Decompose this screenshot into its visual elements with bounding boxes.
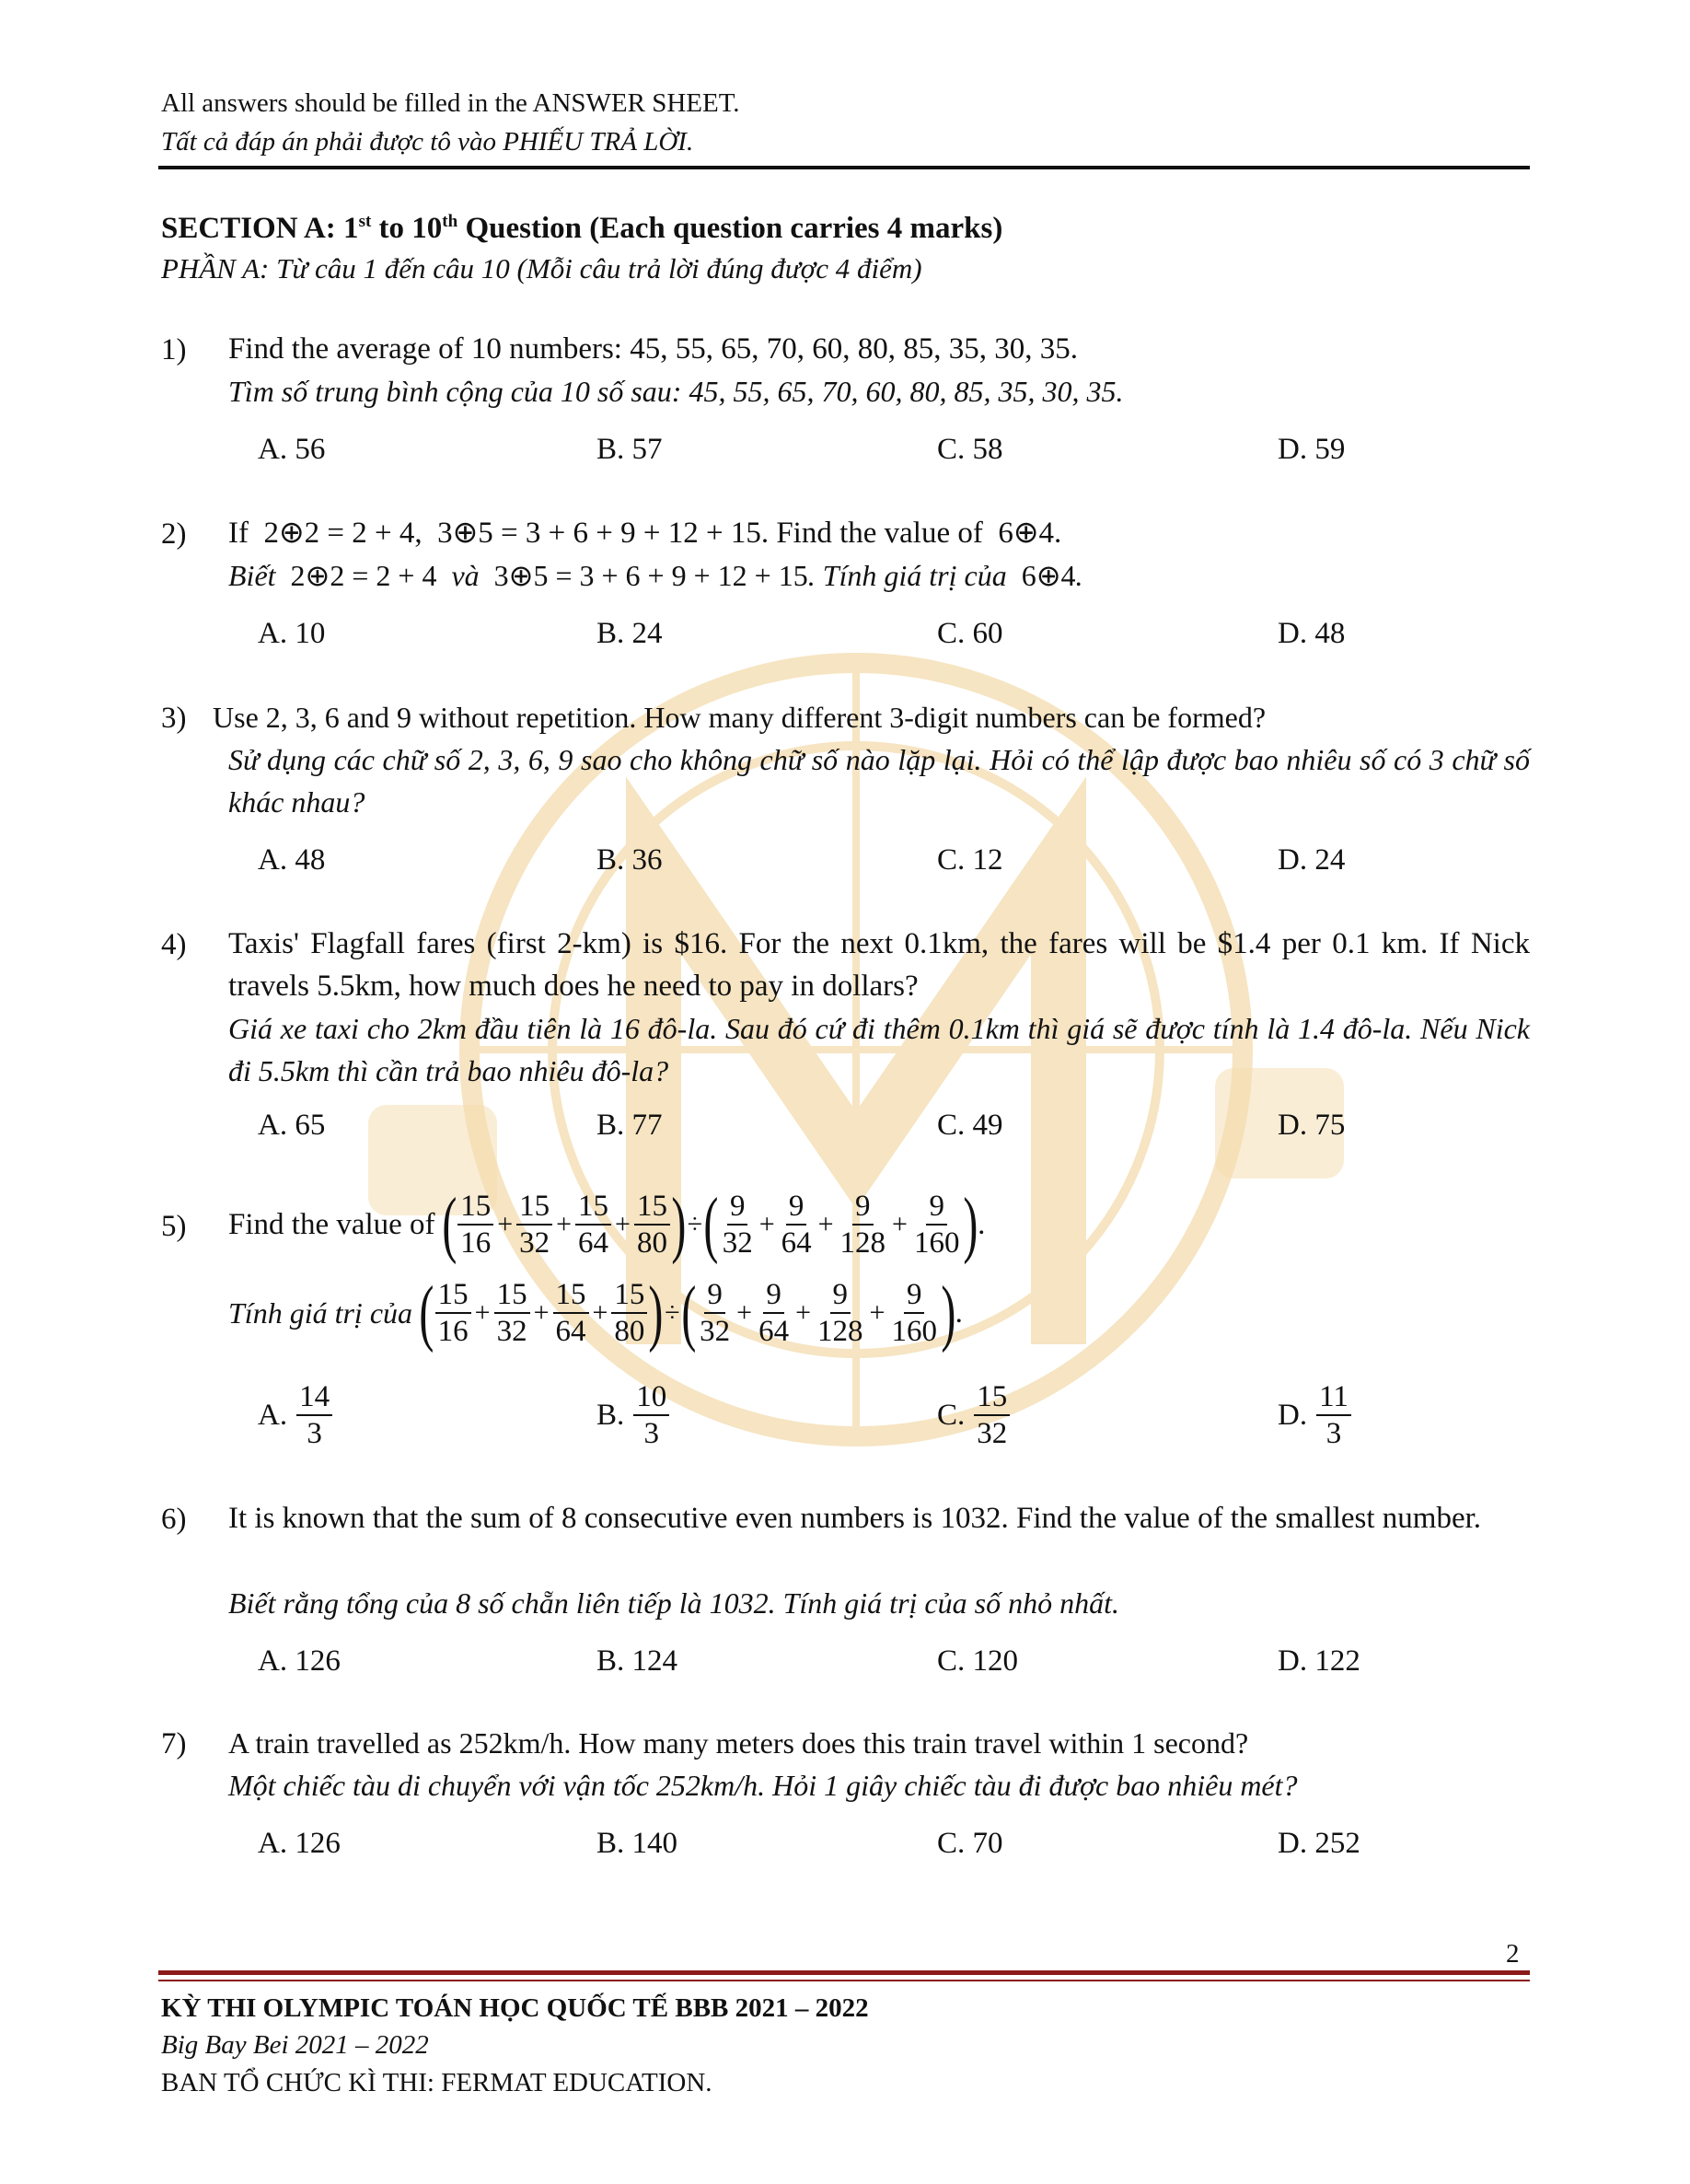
question-number: 4) <box>161 928 187 961</box>
option-c[interactable]: C. 120 <box>937 1644 1019 1678</box>
options-row <box>0 433 1690 479</box>
footer-subtitle: Big Bay Bei 2021 – 2022 <box>161 2030 429 2060</box>
option-a[interactable]: A. 65 <box>258 1109 326 1142</box>
option-a[interactable]: A. 126 <box>258 1644 341 1678</box>
option-d[interactable]: D. 59 <box>1278 433 1346 466</box>
option-b[interactable]: B. 124 <box>596 1644 678 1678</box>
question-text-vi: Biết rằng tổng của 8 số chẵn liên tiếp là 1032. Tính giá trị của số nhỏ nhất. <box>228 1586 1119 1620</box>
options-row <box>0 1379 1690 1453</box>
page-number: 2 <box>1506 1939 1520 1969</box>
option-a[interactable]: A. 10 <box>258 617 326 650</box>
option-d[interactable]: D. 24 <box>1278 843 1346 877</box>
question-number: 7) <box>161 1727 187 1760</box>
header-instruction-vi: Tất cả đáp án phải được tô vào PHIẾU TRẢ LỜI. <box>161 127 694 157</box>
option-b[interactable]: B. $\frac{10}{3}$ <box>596 1379 671 1451</box>
footer-organizer: BAN TỔ CHỨC KÌ THI: FERMAT EDUCATION. <box>161 2068 712 2097</box>
options-row <box>0 1109 1690 1155</box>
section-subtitle: PHẦN A: Từ câu 1 đến câu 10 (Mỗi câu trả lời đúng được 4 điểm) <box>161 252 922 285</box>
option-c[interactable]: C. 12 <box>937 843 1003 877</box>
option-c[interactable]: C. 60 <box>937 617 1003 650</box>
question-number: 2) <box>161 517 187 551</box>
options-row <box>0 843 1690 889</box>
option-a[interactable]: A. 48 <box>258 843 326 877</box>
footer-divider <box>158 1970 1530 1975</box>
option-b[interactable]: B. 36 <box>596 843 663 877</box>
option-c[interactable]: C. 58 <box>937 433 1003 466</box>
option-c[interactable]: C. $\frac{15}{32}$ <box>937 1379 1012 1451</box>
option-c[interactable]: C. 49 <box>937 1109 1003 1142</box>
options-row <box>0 1644 1690 1690</box>
question-text-vi: Biết 2⊕2 = 2 + 4 và 3⊕5 = 3 + 6 + 9 + 12 + 15. Tính giá trị của 6⊕4. <box>228 559 1083 592</box>
option-b[interactable]: B. 140 <box>596 1827 678 1860</box>
question-text-en: Find the average of 10 numbers: 45, 55, 65, 70, 60, 80, 85, 35, 30, 35. <box>228 332 1078 366</box>
options-row <box>0 617 1690 663</box>
option-a[interactable]: A. 56 <box>258 433 326 466</box>
option-b[interactable]: B. 24 <box>596 617 663 650</box>
question-text-en: A train travelled as 252km/h. How many meters does this train travel within 1 second? <box>228 1726 1249 1760</box>
question-text-en: If 2⊕2 = 2 + 4, 3⊕5 = 3 + 6 + 9 + 12 + 15. Find the value of 6⊕4. <box>228 517 1062 550</box>
option-b[interactable]: B. 57 <box>596 433 663 466</box>
footer-title: KỲ THI OLYMPIC TOÁN HỌC QUỐC TẾ BBB 2021 – 2022 <box>161 1993 869 2023</box>
math-expression: 3⊕5 = 3 + 6 + 9 + 12 + 15 <box>437 517 761 550</box>
section-title: SECTION A: 1st to 10th Question (Each question carries 4 marks) <box>161 212 1003 245</box>
question-text-vi: Tìm số trung bình cộng của 10 số sau: 45, 55, 65, 70, 60, 80, 85, 35, 30, 35. <box>228 375 1124 408</box>
header-instruction-en: All answers should be filled in the ANSWER SHEET. <box>161 88 740 118</box>
question-number: 1) <box>161 333 187 366</box>
options-row <box>0 1827 1690 1873</box>
option-a[interactable]: A. 126 <box>258 1827 341 1860</box>
question-number: 5) <box>161 1210 187 1243</box>
option-b[interactable]: B. 77 <box>596 1109 663 1142</box>
question-expression-en: Find the value of ( $\frac{15}{16}$ + $\frac{15}{32}$ + $\frac{15}{64}$ + $\frac{15}{80}$ ) ÷ ( $\frac{9}{32}$ + $\frac{9}{64}$ + $\frac{9}{128}$ + $\frac{9}{160}$ ) . <box>228 1184 986 1265</box>
question-text-vi: Sử dụng các chữ số 2, 3, 6, 9 sao cho không chữ số nào lặp lại. Hỏi có thể lập được bao nhiêu số có 3 chữ số khác nhau? <box>228 743 1530 819</box>
header-divider <box>158 166 1530 169</box>
question-text-vi: Một chiếc tàu di chuyển với vận tốc 252km/h. Hỏi 1 giây chiếc tàu đi được bao nhiêu mét? <box>228 1769 1298 1802</box>
option-d[interactable]: D. 122 <box>1278 1644 1360 1678</box>
option-d[interactable]: D. 75 <box>1278 1109 1346 1142</box>
question-expression-vi: Tính giá trị của ( $\frac{15}{16}$ + $\frac{15}{32}$ + $\frac{15}{64}$ + $\frac{15}{80}$ ) ÷ ( $\frac{9}{32}$ + $\frac{9}{64}$ + $\frac{9}{128}$ + $\frac{9}{160}$ ) . <box>228 1272 963 1353</box>
math-expression: 2⊕2 = 2 + 4 <box>263 517 415 550</box>
option-a[interactable]: A. $\frac{14}{3}$ <box>258 1379 334 1451</box>
question-text-en: Use 2, 3, 6 and 9 without repetition. How many different 3-digit numbers can be formed? <box>213 701 1267 734</box>
option-d[interactable]: D. 252 <box>1278 1827 1360 1860</box>
option-d[interactable]: D. 48 <box>1278 617 1346 650</box>
footer-divider-thin <box>158 1980 1530 1981</box>
question-text-en: Taxis' Flagfall fares (first 2-km) is $16. For the next 0.1km, the fares will be $1.4 per 0.1 km. If Nick travels 5.5km, how much does he need to pay in dollars? <box>228 927 1530 1003</box>
math-expression: 6⊕4 <box>998 517 1055 550</box>
option-c[interactable]: C. 70 <box>937 1827 1003 1860</box>
question-text-en: It is known that the sum of 8 consecutive even numbers is 1032. Find the value of the smallest number. <box>228 1502 1482 1535</box>
question-text-vi: Giá xe taxi cho 2km đầu tiên là 16 đô-la. Sau đó cứ đi thêm 0.1km thì giá sẽ được tính là 1.4 đô-la. Nếu Nick đi 5.5km thì cần trả bao nhiêu đô-la? <box>228 1012 1530 1087</box>
question-number: 3) <box>161 702 187 735</box>
option-d[interactable]: D. $\frac{11}{3}$ <box>1278 1379 1353 1451</box>
question-number: 6) <box>161 1503 187 1536</box>
